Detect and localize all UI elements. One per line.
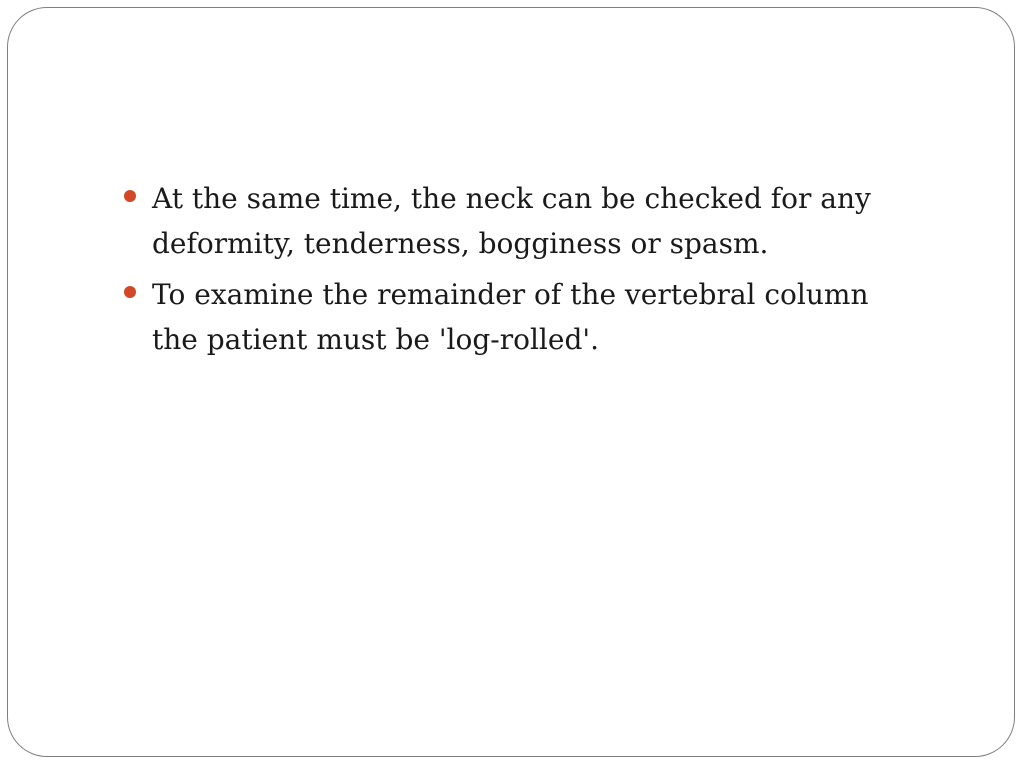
bullet-item	[118, 176, 898, 266]
bullet-text: To examine the remainder of the vertebral column the patient must be 'log-rolled'.	[152, 278, 869, 356]
bullet-list	[118, 176, 898, 362]
slide-frame	[7, 7, 1015, 757]
bullet-text: At the same time, the neck can be checked for any deformity, tenderness, bogginess or spasm.	[152, 182, 871, 260]
bullet-dot-icon	[124, 190, 136, 202]
bullet-item	[118, 272, 898, 362]
slide-body	[118, 176, 898, 368]
bullet-dot-icon	[124, 286, 136, 298]
